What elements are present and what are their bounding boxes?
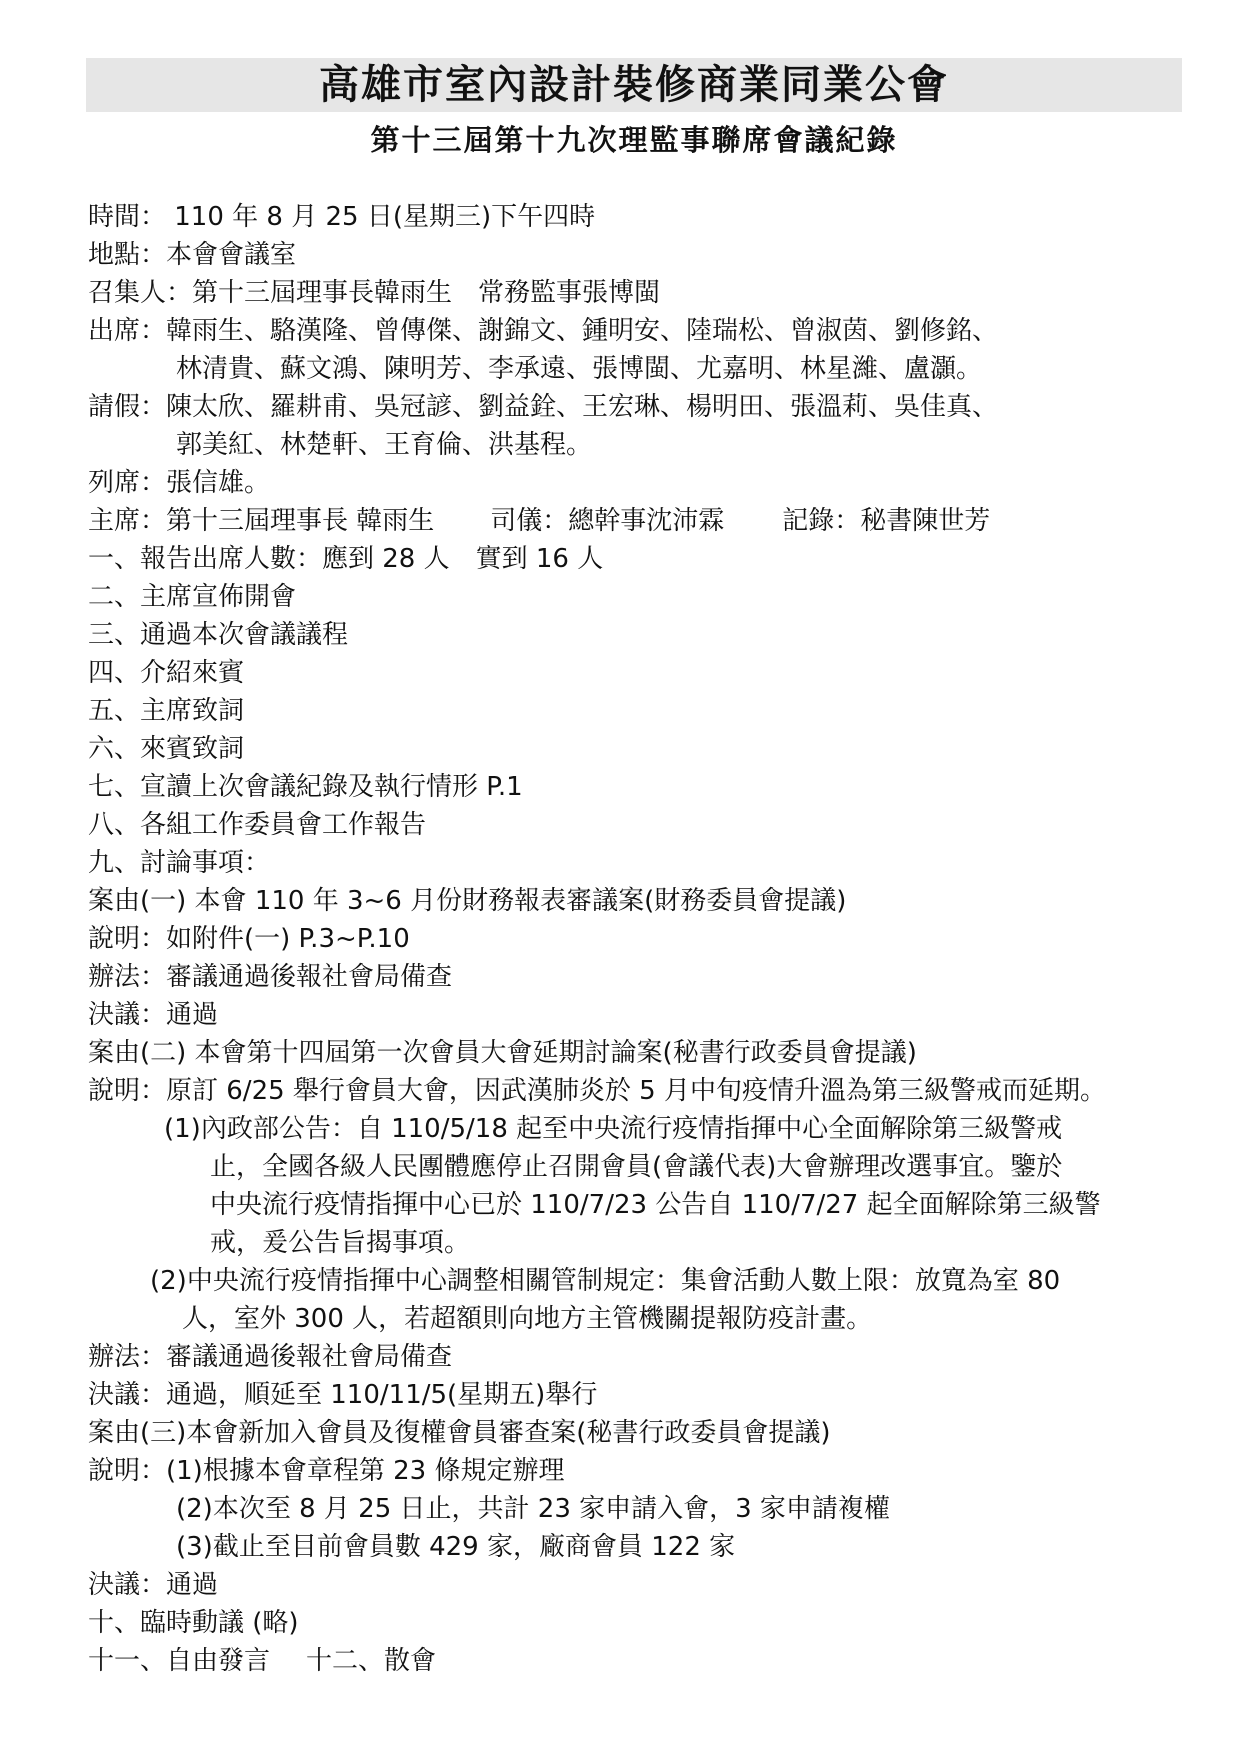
agenda-item-12: 十二、散會 (306, 1646, 437, 1676)
roles-line (88, 502, 1198, 540)
case-2-point-1-line-2: 止，全國各級人民團體應停止召開會員(會議代表)大會辦理改選事宜。鑒於 (210, 1152, 1063, 1182)
absentees-line-1: 請假：陳太欣、羅耕甫、吳冠諺、劉益銓、王宏琳、楊明田、張溫莉、吳佳真、 (88, 392, 999, 422)
case-2-title: 案由(二) 本會第十四屆第一次會員大會延期討論案(秘書行政委員會提議) (88, 1038, 917, 1068)
case-1-explanation: 說明：如附件(一) P.3~P.10 (88, 924, 410, 954)
case-2-point-1-line-3: 中央流行疫情指揮中心已於 110/7/23 公告自 110/7/27 起全面解除第三級警 (210, 1190, 1101, 1220)
case-3-title: 案由(三)本會新加入會員及復權會員審查案(秘書行政委員會提議) (88, 1418, 831, 1448)
agenda-item-8: 八、各組工作委員會工作報告 (88, 810, 427, 840)
case-2-point-2-line-1: (2)中央流行疫情指揮中心調整相關管制規定：集會活動人數上限：放寬為室 80 (150, 1266, 1061, 1296)
case-3-resolution: 決議：通過 (88, 1570, 219, 1600)
minutes-body (88, 198, 1198, 1680)
attendees-line-1: 出席：韓雨生、駱漢隆、曾傳傑、謝錦文、鍾明安、陸瑞松、曾淑茵、劉修銘、 (88, 316, 999, 346)
case-1-method: 辦法：審議通過後報社會局備查 (88, 962, 453, 992)
case-1-resolution: 決議：通過 (88, 1000, 219, 1030)
case-2-point-1-line-1: (1)內政部公告：自 110/5/18 起至中央流行疫情指揮中心全面解除第三級警戒 (164, 1114, 1063, 1144)
case-3-explanation-3: (3)截止至目前會員數 429 家，廠商會員 122 家 (176, 1532, 736, 1562)
case-2-point-2-line-2: 人，室外 300 人，若超額則向地方主管機關提報防疫計畫。 (182, 1304, 873, 1334)
agenda-item-10: 十、臨時動議 (略) (88, 1608, 299, 1638)
agenda-item-11: 十一、自由發言 (88, 1646, 271, 1676)
agenda-item-2: 二、主席宣佈開會 (88, 582, 297, 612)
meeting-convener: 召集人：第十三屆理事長韓雨生 常務監事張博閩 (88, 278, 661, 308)
absentees-line-2: 郭美紅、林楚軒、王育倫、洪基程。 (176, 430, 593, 460)
meeting-time: 時間： 110 年 8 月 25 日(星期三)下午四時 (88, 202, 596, 232)
agenda-item-9: 九、討論事項： (88, 848, 271, 878)
case-2-explanation: 說明：原訂 6/25 舉行會員大會，因武漢肺炎於 5 月中旬疫情升溫為第三級警戒而延期。 (88, 1076, 1106, 1106)
emcee: 司儀：總幹事沈沛霖 (490, 506, 725, 536)
meeting-title: 第十三屆第十九次理監事聯席會議紀錄 (370, 123, 898, 157)
chairperson: 主席：第十三屆理事長 韓雨生 (88, 506, 435, 536)
case-3-explanation-2: (2)本次至 8 月 25 日止，共計 23 家申請入會，3 家申請複權 (176, 1494, 890, 1524)
agenda-item-5: 五、主席致詞 (88, 696, 245, 726)
agenda-item-6: 六、來賓致詞 (88, 734, 245, 764)
case-3-explanation-1: 說明：(1)根據本會章程第 23 條規定辦理 (88, 1456, 565, 1486)
case-2-resolution: 決議：通過，順延至 110/11/5(星期五)舉行 (88, 1380, 598, 1410)
closing-line (88, 1642, 1198, 1680)
case-2-point-1-line-4: 戒，爰公告旨揭事項。 (210, 1228, 471, 1258)
observers: 列席：張信雄。 (88, 468, 271, 498)
agenda-item-1: 一、報告出席人數：應到 28 人 實到 16 人 (88, 544, 604, 574)
agenda-item-4: 四、介紹來賓 (88, 658, 245, 688)
agenda-item-7: 七、宣讀上次會議紀錄及執行情形 P.1 (88, 772, 523, 802)
meeting-place: 地點：本會會議室 (88, 240, 297, 270)
case-2-method: 辦法：審議通過後報社會局備查 (88, 1342, 453, 1372)
recorder: 記錄：秘書陳世芳 (782, 506, 991, 536)
attendees-line-2: 林清貴、蘇文鴻、陳明芳、李承遠、張博閩、尤嘉明、林星濰、盧灝。 (176, 354, 983, 384)
case-1-title: 案由(一) 本會 110 年 3~6 月份財務報表審議案(財務委員會提議) (88, 886, 847, 916)
agenda-item-3: 三、通過本次會議議程 (88, 620, 349, 650)
association-title: 高雄市室內設計裝修商業同業公會 (319, 62, 949, 108)
